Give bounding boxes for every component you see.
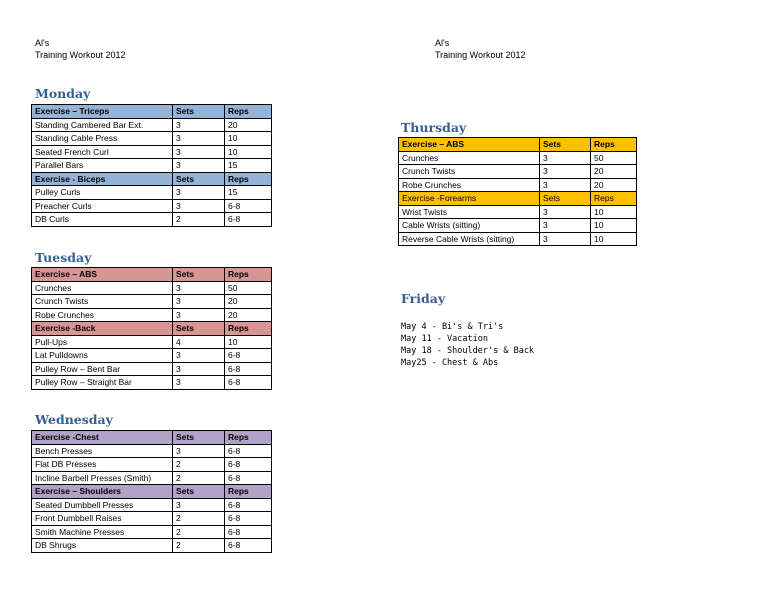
reps-cell: 20	[591, 165, 637, 179]
header-right	[435, 37, 526, 61]
exercise-cell: Pulley Row – Straight Bar	[32, 376, 173, 390]
table-row	[32, 159, 272, 173]
exercise-cell: Wrist Twists	[399, 205, 540, 219]
sets-cell: 3	[540, 232, 591, 246]
friday-line: May 11 - Vacation	[401, 334, 488, 344]
sets-cell: 2	[173, 539, 225, 553]
reps-cell: 6-8	[225, 444, 272, 458]
sets-cell: 3	[173, 376, 225, 390]
sets-cell: 3	[540, 205, 591, 219]
table-header-row	[32, 172, 272, 186]
sets-cell: 3	[173, 362, 225, 376]
monday-title: Monday	[35, 86, 91, 101]
table-header-row	[399, 192, 637, 206]
exercise-cell: Robe Crunches	[399, 178, 540, 192]
header-right-name: Al's	[435, 38, 450, 48]
sets-cell: 3	[173, 132, 225, 146]
reps-cell: Reps	[225, 268, 272, 282]
reps-cell: 6-8	[225, 458, 272, 472]
exercise-cell: Exercise – ABS	[32, 268, 173, 282]
sets-cell: 3	[173, 349, 225, 363]
monday-table	[31, 104, 272, 227]
table-row	[399, 178, 637, 192]
exercise-cell: Robe Crunches	[32, 308, 173, 322]
sets-cell: 2	[173, 458, 225, 472]
table-row	[399, 151, 637, 165]
reps-cell: Reps	[225, 105, 272, 119]
reps-cell: 6-8	[225, 512, 272, 526]
exercise-cell: Flat DB Presses	[32, 458, 173, 472]
table-row	[32, 145, 272, 159]
exercise-cell: Exercise – ABS	[399, 138, 540, 152]
reps-cell: 50	[225, 281, 272, 295]
sets-cell: 3	[173, 444, 225, 458]
exercise-cell: Bench Presses	[32, 444, 173, 458]
reps-cell: 10	[225, 145, 272, 159]
table-row	[32, 295, 272, 309]
header-right-title: Training Workout 2012	[435, 50, 526, 60]
table-row	[32, 199, 272, 213]
sets-cell: 3	[540, 165, 591, 179]
reps-cell: 20	[225, 295, 272, 309]
exercise-cell: Cable Wrists (sitting)	[399, 219, 540, 233]
reps-cell: 6-8	[225, 539, 272, 553]
reps-cell: 10	[225, 132, 272, 146]
header-left-title: Training Workout 2012	[35, 50, 126, 60]
sets-cell: 3	[173, 186, 225, 200]
sets-cell: 3	[173, 295, 225, 309]
reps-cell: Reps	[225, 485, 272, 499]
sets-cell: Sets	[173, 431, 225, 445]
sets-cell: 2	[173, 213, 225, 227]
sets-cell: Sets	[173, 322, 225, 336]
exercise-cell: Exercise - Biceps	[32, 172, 173, 186]
tuesday-title: Tuesday	[35, 250, 92, 265]
exercise-cell: Exercise -Chest	[32, 431, 173, 445]
table-row	[32, 471, 272, 485]
table-row	[32, 362, 272, 376]
reps-cell: 6-8	[225, 498, 272, 512]
reps-cell: Reps	[591, 192, 637, 206]
table-row	[32, 281, 272, 295]
reps-cell: 6-8	[225, 376, 272, 390]
sets-cell: 3	[540, 178, 591, 192]
sets-cell: 3	[173, 308, 225, 322]
friday-schedule	[401, 321, 534, 369]
reps-cell: 20	[225, 308, 272, 322]
reps-cell: Reps	[591, 138, 637, 152]
table-row	[399, 219, 637, 233]
exercise-cell: Front Dumbbell Raises	[32, 512, 173, 526]
sets-cell: 3	[540, 219, 591, 233]
friday-line: May25 - Chest & Abs	[401, 358, 499, 368]
sets-cell: Sets	[173, 268, 225, 282]
reps-cell: 10	[591, 232, 637, 246]
exercise-cell: Crunch Twists	[32, 295, 173, 309]
wednesday-title: Wednesday	[35, 412, 113, 427]
exercise-cell: Crunch Twists	[399, 165, 540, 179]
thursday-title: Thursday	[401, 120, 467, 135]
table-row	[32, 349, 272, 363]
table-row	[32, 335, 272, 349]
friday-line: May 4 - Bi's & Tri's	[401, 322, 504, 332]
exercise-cell: Standing Cable Press	[32, 132, 173, 146]
table-row	[32, 498, 272, 512]
reps-cell: 15	[225, 159, 272, 173]
table-header-row	[32, 105, 272, 119]
exercise-cell: Lat Pulldowns	[32, 349, 173, 363]
reps-cell: 10	[225, 335, 272, 349]
table-row	[399, 165, 637, 179]
thursday-table	[398, 137, 637, 246]
table-row	[32, 458, 272, 472]
exercise-cell: Standing Cambered Bar Ext.	[32, 118, 173, 132]
table-row	[399, 232, 637, 246]
table-row	[32, 308, 272, 322]
reps-cell: 6-8	[225, 525, 272, 539]
reps-cell: 10	[591, 205, 637, 219]
reps-cell: 50	[591, 151, 637, 165]
header-left-name: Al's	[35, 38, 50, 48]
sets-cell: 2	[173, 525, 225, 539]
table-header-row	[32, 322, 272, 336]
wednesday-table	[31, 430, 272, 553]
sets-cell: 3	[173, 281, 225, 295]
sets-cell: 3	[173, 498, 225, 512]
exercise-cell: Exercise -Forearms	[399, 192, 540, 206]
exercise-cell: Exercise – Triceps	[32, 105, 173, 119]
reps-cell: Reps	[225, 431, 272, 445]
reps-cell: 20	[591, 178, 637, 192]
table-row	[32, 213, 272, 227]
sets-cell: 3	[173, 118, 225, 132]
sets-cell: 2	[173, 512, 225, 526]
table-row	[32, 132, 272, 146]
exercise-cell: Exercise -Back	[32, 322, 173, 336]
exercise-cell: Pull-Ups	[32, 335, 173, 349]
exercise-cell: Smith Machine Presses	[32, 525, 173, 539]
friday-line: May 18 - Shoulder's & Back	[401, 346, 535, 356]
exercise-cell: Seated Dumbbell Presses	[32, 498, 173, 512]
table-header-row	[32, 431, 272, 445]
exercise-cell: Crunches	[399, 151, 540, 165]
sets-cell: 3	[540, 151, 591, 165]
table-row	[399, 205, 637, 219]
table-row	[32, 539, 272, 553]
sets-cell: Sets	[173, 485, 225, 499]
table-row	[32, 118, 272, 132]
friday-title: Friday	[401, 291, 446, 306]
header-left	[35, 37, 126, 61]
reps-cell: Reps	[225, 172, 272, 186]
exercise-cell: Parallel Bars	[32, 159, 173, 173]
sets-cell: Sets	[540, 192, 591, 206]
exercise-cell: DB Curls	[32, 213, 173, 227]
sets-cell: 3	[173, 199, 225, 213]
table-header-row	[32, 485, 272, 499]
reps-cell: 6-8	[225, 471, 272, 485]
tuesday-table	[31, 267, 272, 390]
sets-cell: 3	[173, 159, 225, 173]
table-header-row	[32, 268, 272, 282]
reps-cell: 6-8	[225, 213, 272, 227]
exercise-cell: Incline Barbell Presses (Smith)	[32, 471, 173, 485]
reps-cell: 6-8	[225, 199, 272, 213]
exercise-cell: Crunches	[32, 281, 173, 295]
table-row	[32, 376, 272, 390]
table-row	[32, 186, 272, 200]
reps-cell: Reps	[225, 322, 272, 336]
reps-cell: 15	[225, 186, 272, 200]
sets-cell: Sets	[540, 138, 591, 152]
sets-cell: Sets	[173, 172, 225, 186]
reps-cell: 6-8	[225, 362, 272, 376]
sets-cell: 4	[173, 335, 225, 349]
reps-cell: 6-8	[225, 349, 272, 363]
sets-cell: 3	[173, 145, 225, 159]
reps-cell: 20	[225, 118, 272, 132]
exercise-cell: Pulley Curls	[32, 186, 173, 200]
exercise-cell: Reverse Cable Wrists (sitting)	[399, 232, 540, 246]
reps-cell: 10	[591, 219, 637, 233]
exercise-cell: Pulley Row – Bent Bar	[32, 362, 173, 376]
table-row	[32, 512, 272, 526]
sets-cell: Sets	[173, 105, 225, 119]
exercise-cell: Preacher Curls	[32, 199, 173, 213]
exercise-cell: Exercise – Shoulders	[32, 485, 173, 499]
table-row	[32, 525, 272, 539]
exercise-cell: Seated French Curl	[32, 145, 173, 159]
table-header-row	[399, 138, 637, 152]
sets-cell: 2	[173, 471, 225, 485]
exercise-cell: DB Shrugs	[32, 539, 173, 553]
table-row	[32, 444, 272, 458]
